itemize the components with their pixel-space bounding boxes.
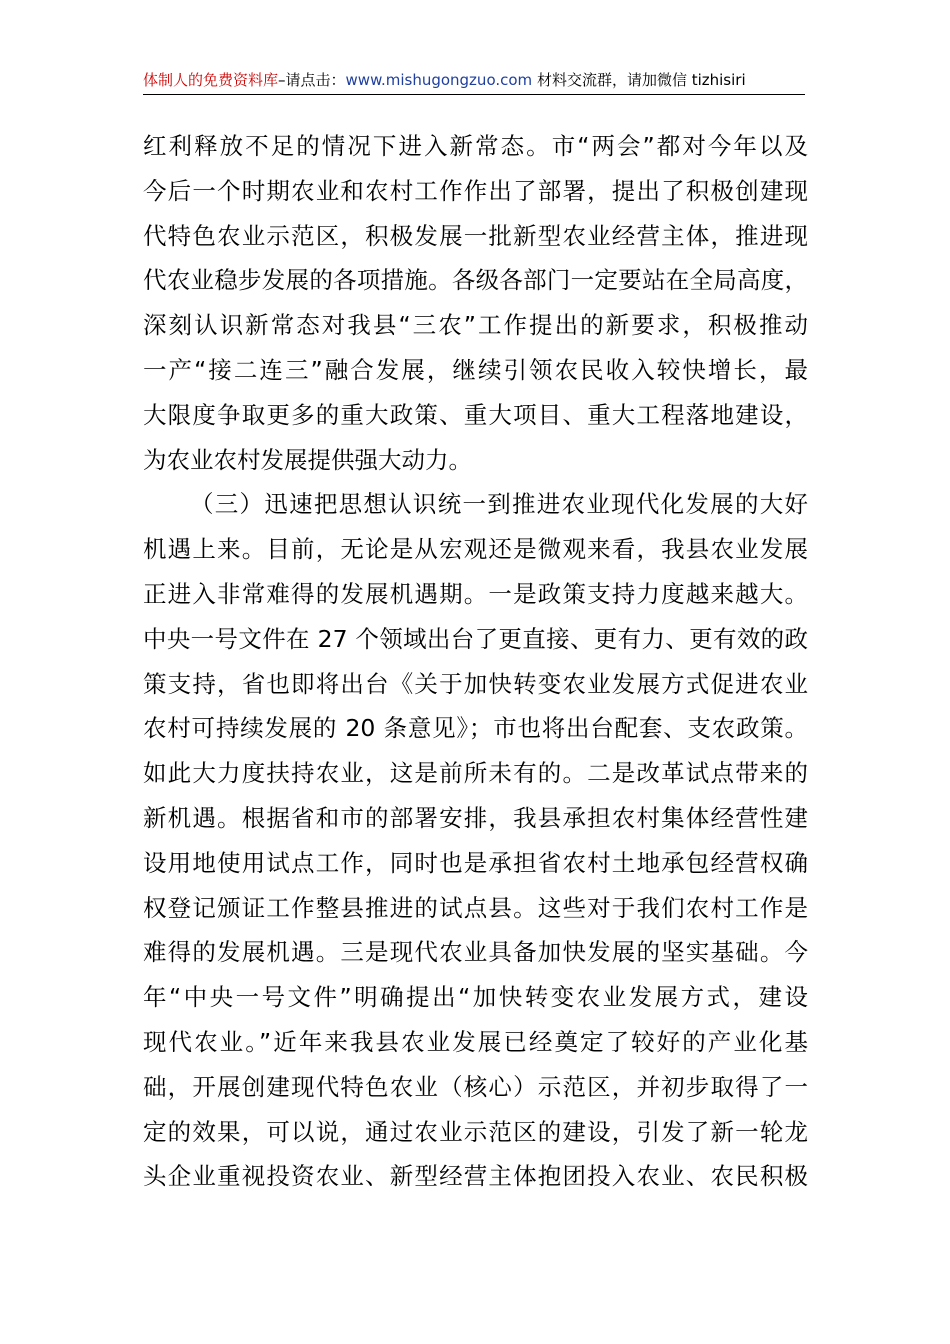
header-brand: 体制人的免费资料库 <box>143 71 279 89</box>
text-line: 大限度争取更多的重大政策、重大项目、重大工程落地建设， <box>143 400 808 429</box>
header-note: 材料交流群，请加微信 tizhisiri <box>532 71 746 89</box>
text-line: 代农业稳步发展的各项措施。各级各部门一定要站在全局高度， <box>143 266 808 295</box>
text-line: 权登记颁证工作整县推进的试点县。这些对于我们农村工作是 <box>143 893 808 922</box>
text-line: 红利释放不足的情况下进入新常态。市“两会”都对今年以及 <box>143 132 808 160</box>
paragraph-end-line: 为农业农村发展提供强大动力。 <box>143 445 472 474</box>
text-line: 定的效果，可以说，通过农业示范区的建设，引发了新一轮龙 <box>143 1117 808 1146</box>
text-line: 中央一号文件在 27 个领域出台了更直接、更有力、更有效的政 <box>143 624 808 653</box>
header-link[interactable]: www.mishugongzuo.com <box>345 71 533 89</box>
page-header <box>143 66 805 95</box>
text-line: 正进入非常难得的发展机遇期。一是政策支持力度越来越大。 <box>143 579 808 608</box>
text-line: 现代农业。”近年来我县农业发展已经奠定了较好的产业化基 <box>143 1027 808 1056</box>
text-line: 代特色农业示范区，积极发展一批新型农业经营主体，推进现 <box>143 221 808 250</box>
text-line: 深刻认识新常态对我县“三农”工作提出的新要求，积极推动 <box>143 311 808 340</box>
document-body <box>143 124 808 1199</box>
text-line: 今后一个时期农业和农村工作作出了部署，提出了积极创建现 <box>143 176 808 205</box>
text-line: 难得的发展机遇。三是现代农业具备加快发展的坚实基础。今 <box>143 938 808 967</box>
text-line: 策支持，省也即将出台《关于加快转变农业发展方式促进农业 <box>143 669 808 698</box>
text-line: 础，开展创建现代特色农业（核心）示范区，并初步取得了一 <box>143 1072 808 1101</box>
text-line: 一产“接二连三”融合发展，继续引领农民收入较快增长，最 <box>143 355 808 384</box>
text-line: 新机遇。根据省和市的部署安排，我县承担农村集体经营性建 <box>143 803 808 832</box>
header-prompt: –请点击： <box>278 71 346 89</box>
text-line: 如此大力度扶持农业，这是前所未有的。二是改革试点带来的 <box>143 759 808 788</box>
text-line: 农村可持续发展的 20 条意见》；市也将出台配套、支农政策。 <box>143 714 808 743</box>
section-heading-line: （三）迅速把思想认识统一到推进农业现代化发展的大好 <box>190 490 808 519</box>
text-line: 设用地使用试点工作，同时也是承担省农村土地承包经营权确 <box>143 848 808 877</box>
text-line: 年“中央一号文件”明确提出“加快转变农业发展方式，建设 <box>143 983 808 1012</box>
text-line: 机遇上来。目前，无论是从宏观还是微观来看，我县农业发展 <box>143 535 808 564</box>
text-line: 头企业重视投资农业、新型经营主体抱团投入农业、农民积极 <box>143 1162 808 1191</box>
